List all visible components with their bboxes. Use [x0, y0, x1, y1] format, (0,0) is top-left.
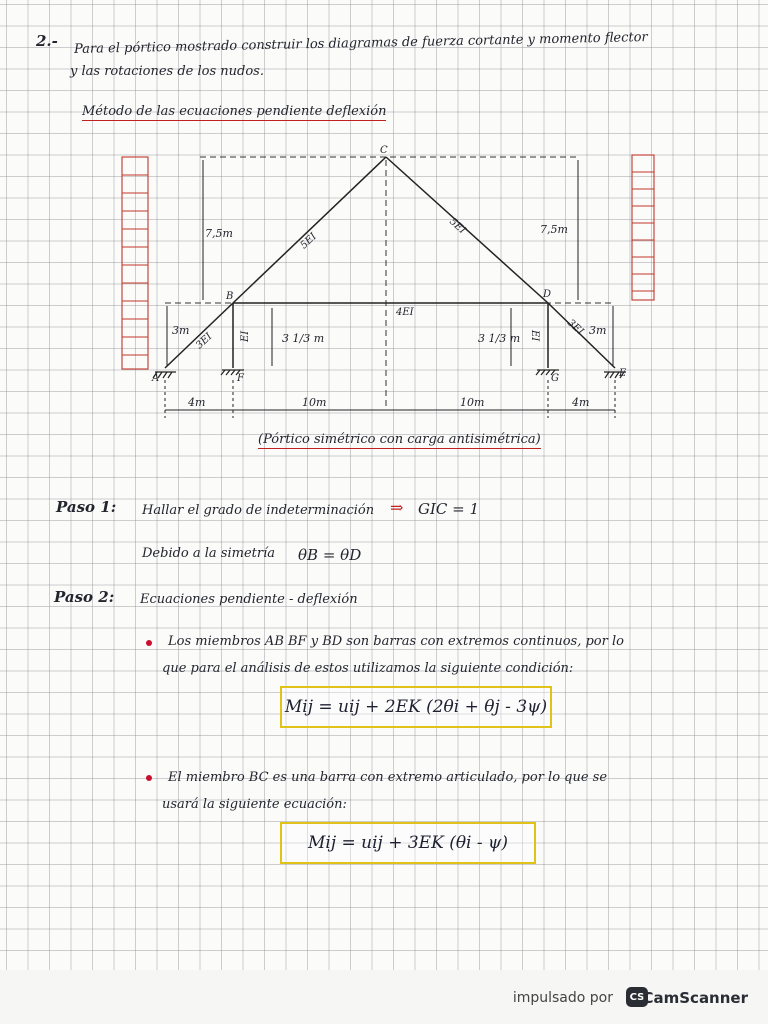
stiffness-ab: 3EI — [194, 331, 215, 352]
problem-statement-line1: Para el pórtico mostrado construir los diagramas de fuerza cortante y momento flector — [73, 29, 648, 58]
bullet-2 — [146, 775, 152, 781]
node-e-label: E — [619, 368, 627, 379]
bullet2-line2: usará la siguiente ecuación: — [162, 797, 347, 812]
paso1-text: Hallar el grado de indeterminación — [142, 503, 375, 518]
camscanner-brand: CamScanner — [642, 989, 748, 1007]
member-bc — [233, 157, 386, 303]
span-3: 10m — [460, 396, 485, 409]
equation-1: Mij = uij + 2EK (2θi + θj - 3ψ) — [284, 697, 548, 717]
problem-number: 2.- — [36, 32, 58, 50]
height-right-bottom: 3m — [589, 324, 607, 337]
problem-statement-line2: y las rotaciones de los nudos. — [70, 64, 264, 79]
node-f-label: F — [237, 373, 244, 384]
stiffness-cd: 5EI — [447, 216, 468, 237]
equation-2: Mij = uij + 3EK (θi - ψ) — [307, 833, 509, 853]
node-b-label: B — [226, 291, 234, 302]
left-load — [122, 157, 148, 369]
paso1-label: Paso 1: — [56, 498, 117, 516]
bullet2-line1: El miembro BC es una barra con extremo articulado, por lo que se — [168, 770, 608, 785]
frame-diagram — [0, 0, 768, 480]
symmetry-eq: θB = θD — [298, 546, 362, 564]
node-c-label: C — [380, 145, 388, 156]
paso2-label: Paso 2: — [54, 588, 115, 606]
span-2: 10m — [302, 396, 327, 409]
method-title: Método de las ecuaciones pendiente deflexión — [82, 104, 387, 119]
equation-box-2 — [280, 822, 536, 864]
span-4: 4m — [572, 396, 590, 409]
stiffness-de: 3EI — [564, 317, 586, 338]
equation-box-1 — [280, 686, 552, 728]
bullet1-line1: Los miembros AB BF y BD son barras con extremos continuos, por lo — [168, 634, 624, 649]
paso2-text: Ecuaciones pendiente - deflexión — [140, 592, 358, 607]
right-load — [632, 155, 654, 300]
node-d-label: D — [543, 289, 552, 300]
node-g-label: G — [551, 373, 559, 384]
stiffness-bd: 4EI — [396, 307, 414, 318]
bullet-1 — [146, 640, 152, 646]
camscanner-footer — [0, 970, 768, 1024]
height-left-bottom: 3m — [172, 324, 190, 337]
paso1-result: GIC = 1 — [418, 500, 480, 518]
stiffness-dg: EI — [529, 330, 540, 342]
bullet1-line2: que para el análisis de estos utilizamos la siguiente condición: — [162, 661, 574, 676]
powered-by-text: impulsado por — [512, 990, 613, 1006]
height-dg: 3 1/3 m — [478, 332, 521, 345]
stiffness-bf: EI — [240, 330, 251, 342]
height-bf: 3 1/3 m — [282, 332, 325, 345]
stiffness-bc: 5EI — [298, 231, 319, 252]
symmetry-text: Debido a la simetría — [142, 546, 275, 561]
figure-caption: (Pórtico simétrico con carga antisimétrica) — [258, 432, 541, 447]
span-1: 4m — [188, 396, 206, 409]
member-cd — [386, 157, 548, 303]
camscanner-logo-icon: CS — [626, 987, 648, 1007]
height-right-top: 7,5m — [540, 223, 568, 236]
height-left-top: 7,5m — [205, 227, 233, 240]
paso1-arrow: ⇒ — [390, 498, 404, 517]
node-a-label: A — [152, 373, 160, 384]
